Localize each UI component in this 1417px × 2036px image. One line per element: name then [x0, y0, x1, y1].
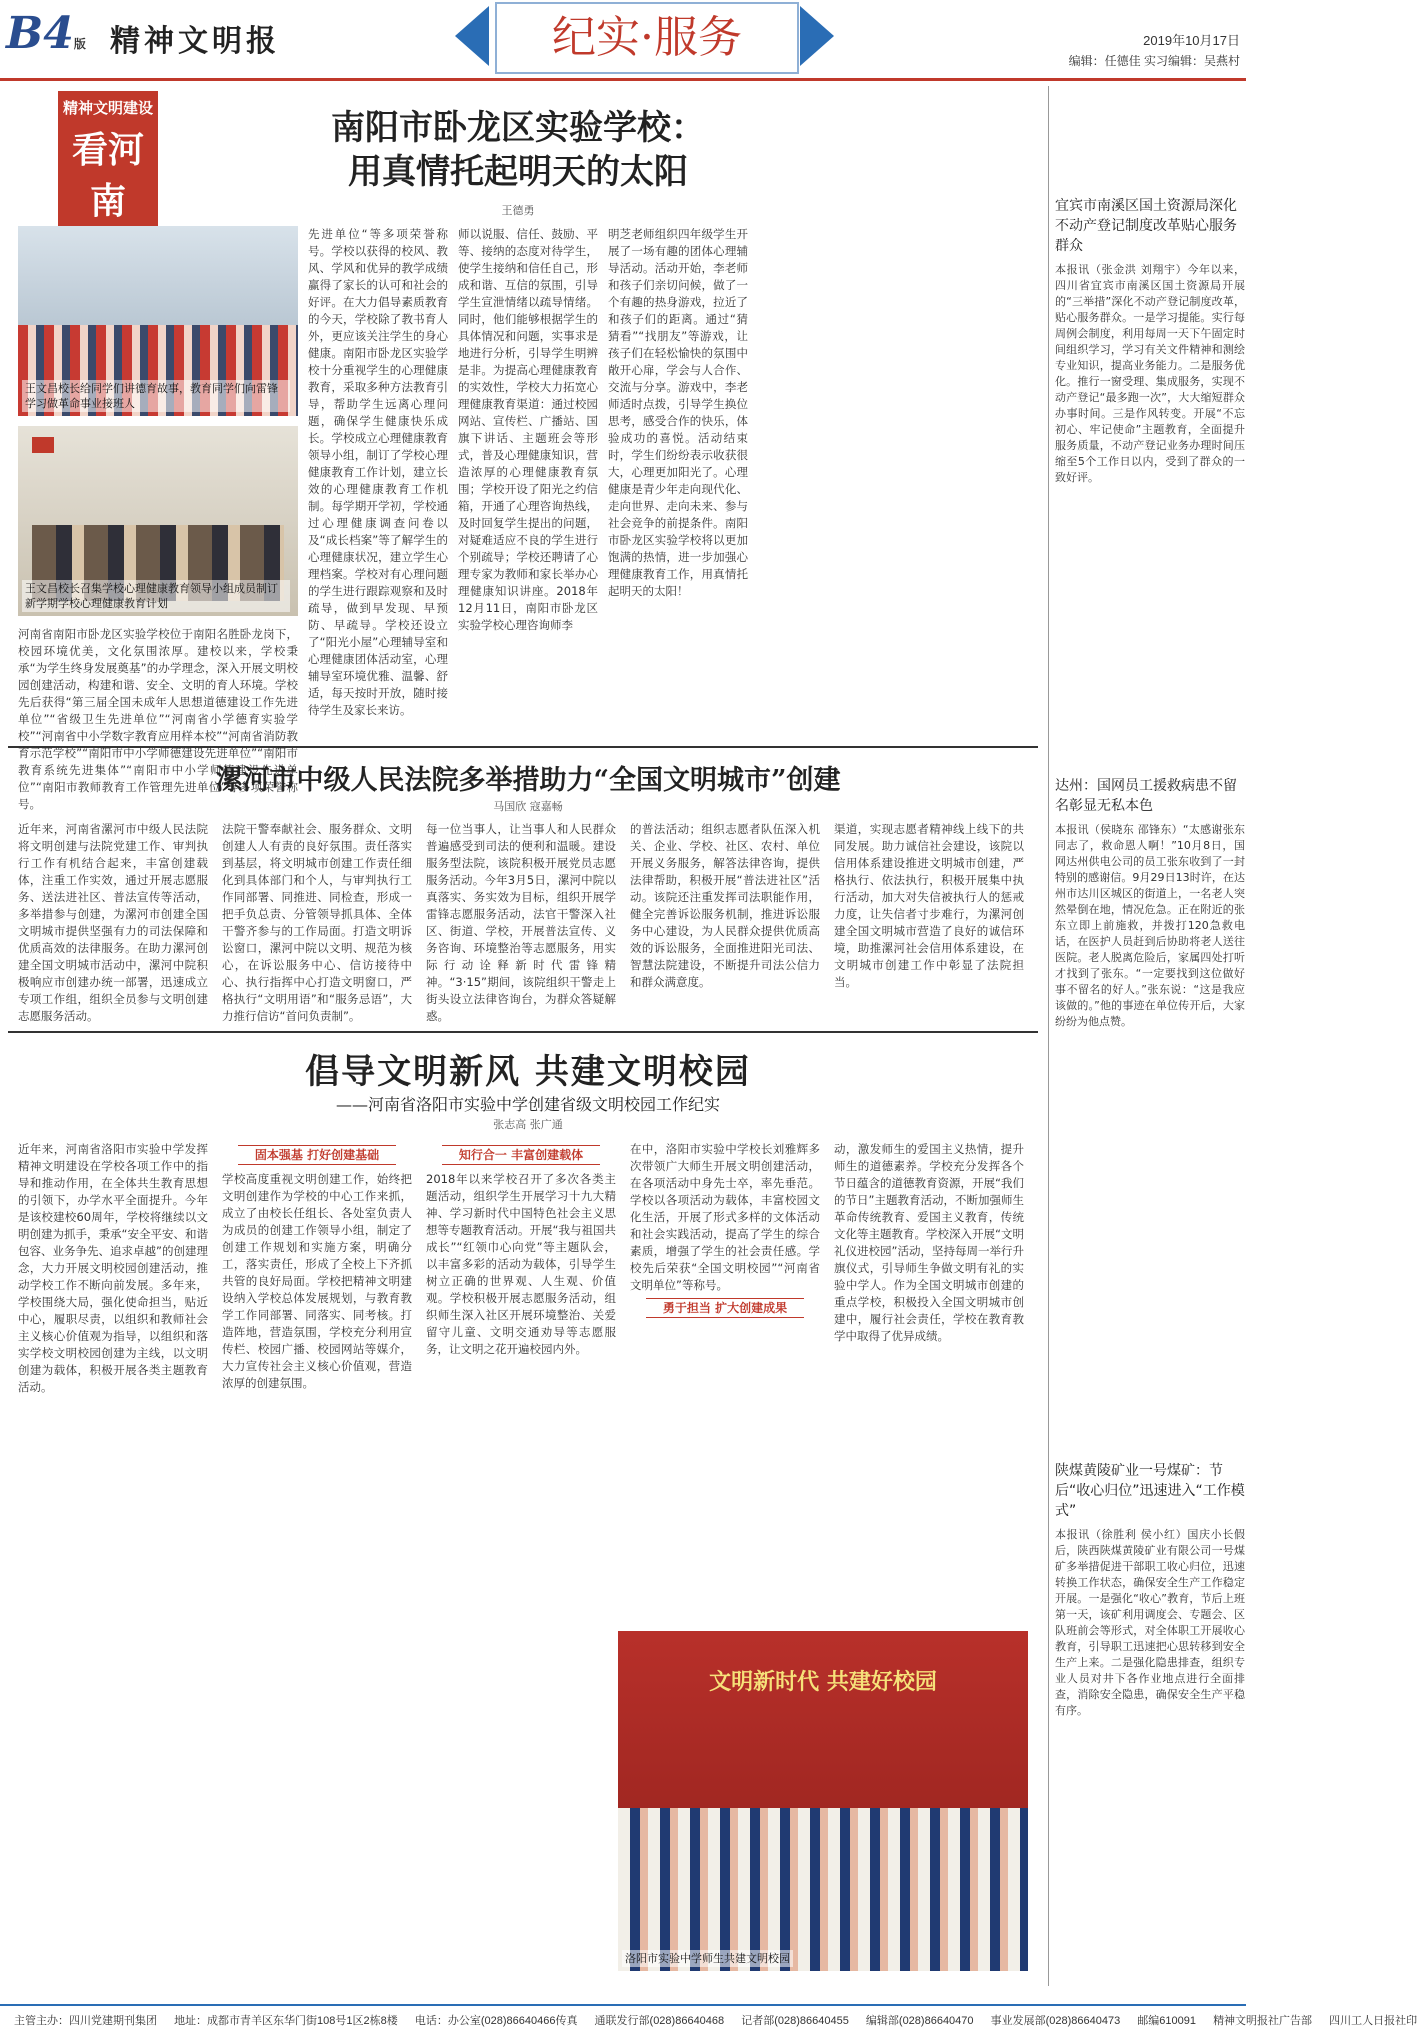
flag-icon — [32, 437, 54, 453]
article3-col4-wrap — [630, 1141, 820, 1621]
right-article3 — [1049, 1461, 1245, 1957]
right-article1-title: 宜宾市南溪区国土资源局深化不动产登记制度改革贴心服务群众 — [1055, 198, 1237, 254]
article1-photo2 — [18, 426, 298, 616]
badge-line2: 看河南 — [71, 129, 144, 222]
right-article2-title: 达州：国网员工援救病患不留名彰显无私本色 — [1055, 778, 1237, 814]
right-column — [1048, 86, 1245, 1986]
right-article1-body: 本报讯（张金洪 刘翔宇）今年以来，四川省宜宾市南溪区国土资源局开展的“三举措”深化不动产登记制度改革，贴心服务群众。一是学习提能。实行每周例会制度，利用每周一天下午固定时间组织学习，学习有关文件精神和测绘专业知识，提高业务能力。二是服务优化。推行一窗受理、集成服务，实现不动产登记“最多跑一次”，大大缩短群众办事时间。三是作风转变。开展“不忘初心、牢记使命”主题教育，全面提升服务质量，不动产登记业务办理时间压缩至5个工作日以内，受到了群众的一致好评。 — [1055, 263, 1245, 484]
article1-photo2-caption: 王文昌校长召集学校心理健康教育领导小组成员制订新学期学校心理健康教育计划 — [22, 580, 290, 612]
article3-col3-wrap — [426, 1141, 616, 1981]
article1-photo1 — [18, 226, 298, 416]
footer-phone-office: 电话：办公室(028)86640466传真 — [414, 2015, 578, 2027]
right-article1 — [1049, 196, 1245, 782]
editors-line: 编辑：任德佳 实习编辑：吴燕村 — [1068, 54, 1240, 68]
article2-col3: 每一位当事人，让当事人和人民群众普遍感受到司法的便利和温暖。建设服务型法院，该院积极开展党员志愿服务活动。今年3月5日，漯河中院以真落实、务实效为目标，组织开展学雷锋志愿服务活动，法官干警深入社区、街道、学校，开展普法宣传、义务咨询、环境整治等志愿服务，用实际行动诠释新时代雷锋精神。“3·15”期间，该院组织干警走上街头设立法律咨询台，为群众答疑解惑。 — [426, 822, 616, 1023]
footer-reporters: 记者部(028)86640455 — [741, 2015, 849, 2027]
article1-col4: 明芝老师组织四年级学生开展了一场有趣的团体心理辅导活动。活动开始，李老师和孩子们亲切问候，做了一个有趣的热身游戏，拉近了和孩子们的距离。通过“猜猜看”“找朋友”等游戏，让孩子们在轻松愉快的氛围中敞开心扉，学会与人合作、交流与分享。游戏中，李老师适时点拨，引导学生换位思考，感受合作的快乐，体验成功的喜悦。活动结束时，学生们纷纷表示收获很大，心理更加阳光了。心理健康是青少年走向现代化、走向世界、走向未来、参与社会竞争的前提条件。南阳市卧龙区实验学校将以更加饱满的热情，进一步加强心理健康教育工作，用真情托起明天的太阳！ — [608, 227, 748, 598]
badge-line1: 精神文明建设 — [62, 99, 153, 117]
article3-title: 倡导文明新风 共建文明校园 — [305, 1052, 751, 1092]
footer-sponsor: 主管主办：四川党建期刊集团 — [14, 2015, 157, 2027]
right-article3-title: 陕煤黄陵矿业一号煤矿：节后“收心归位”迅速进入“工作模式” — [1055, 1463, 1245, 1519]
article3-photo-banner: 文明新时代 共建好校园 — [709, 1669, 937, 1695]
article2-col5: 渠道，实现志愿者精神线上线下的共同发展。助力诚信社会建设，该院以信用体系建设推进文明城市创建，严格执行、依法执行，积极开展集中执行活动，加大对失信被执行人的惩戒力度，让失信者寸步难行，为漯河创建全国文明城市营造了良好的诚信环境，助推漯河社会信用体系建设，在文明城市创建工作中彰显了法院担当。 — [834, 822, 1024, 989]
article2-col1: 近年来，河南省漯河市中级人民法院将文明创建与法院党建工作、审判执行工作有机结合起来，丰富创建载体，注重工作实效，通过开展志愿服务、送法进社区、普法宣传等活动，多举措参与创建，为漯河市创建全国文明城市提供坚强有力的司法保障和优质高效的法律服务。在助力漯河创建全国文明城市活动中，漯河中院积极响应市创建办统一部署，迅速成立专项工作组，组织全员参与文明创建志愿服务活动。 — [18, 822, 208, 1023]
article3-subhead2: 知行合一 丰富创建载体 — [442, 1145, 600, 1165]
left-arrow-icon — [455, 6, 489, 66]
right-article2 — [1049, 776, 1245, 1452]
article1-title-line1: 南阳市卧龙区实验学校： — [331, 108, 705, 148]
article2-author: 马国欣 寇嘉畅 — [493, 800, 563, 813]
footer-address: 地址：成都市青羊区东华门街108号1区2栋8楼 — [174, 2015, 398, 2027]
article3-subhead1: 固本强基 打好创建基础 — [238, 1145, 396, 1165]
article1-col3: 师以说服、信任、鼓励、平等、接纳的态度对待学生，使学生接纳和信任自己，形成和谐、互信的氛围，引导学生宣泄情绪以疏导情绪。同时，他们能够根据学生的具体情况和问题，实事求是地进行分析，引导学生明辨是非。为提高心理健康教育的实效性，学校大力拓宽心理健康教育渠道：通过校园网站、宣传栏、广播站、国旗下讲话、主题班会等形式，普及心理健康知识，营造浓厚的心理健康教育氛围；学校开设了阳光之约信箱，开通了心理咨询热线，及时回复学生提出的问题，对疑难适应不良的学生进行个别疏导；学校还聘请了心理专家为教师和家长举办心理健康知识讲座。2018年12月11日，南阳市卧龙区实验学校心理咨询师李 — [458, 227, 598, 632]
page-footer — [0, 2004, 1417, 2036]
article3-col2: 学校高度重视文明创建工作，始终把文明创建作为学校的中心工作来抓，成立了由校长任组长、各处室负责人为成员的创建工作领导小组，制定了创建工作规划和实施方案，明确分工，落实责任，形成了全校上下齐抓共管的良好局面。学校把精神文明建设纳入学校总体发展规划，与教育教学工作同部署、同落实、同考核。打造阵地，营造氛围，学校充分利用宣传栏、校园广播、校园网站等媒介，大力宣传社会主义核心价值观，营造浓厚的创建氛围。 — [222, 1172, 412, 1390]
article3-col5: 动，激发师生的爱国主义热情，提升师生的道德素养。学校充分发挥各个节日蕴含的道德教育资源，开展“我们的节日”主题教育活动，不断加强师生革命传统教育、爱国主义教育，传统文化等主题教育。学校深入开展“文明礼仪进校园”活动，坚持每周一举行升旗仪式，引导师生争做文明有礼的实验中学人。作为全国文明城市创建的重点学校，积极投入全国文明城市创建中，履行社会责任，学校在教育教学中取得了优异成绩。 — [834, 1142, 1024, 1343]
column-badge — [58, 91, 158, 241]
footer-license: 精神文明报社广告部 — [1213, 2015, 1313, 2027]
right-article3-body: 本报讯（徐胜利 侯小红）国庆小长假后，陕西陕煤黄陵矿业有限公司一号煤矿多举措促进干部职工收心归位，迅速转换工作状态，确保安全生产工作稳定开展。一是强化“收心”教育，节后上班第一天，该矿利用调度会、专题会、区队班前会等形式，对全体职工开展收心教育，引导职工迅速把心思转移到安全生产上来。二是强化隐患排查，组织专业人员对井下各作业地点进行全面排查，消除安全隐患，确保安全生产平稳有序。 — [1055, 1528, 1245, 1717]
article3-col1: 近年来，河南省洛阳市实验中学发挥精神文明建设在学校各项工作中的指导和推动作用，在全体共生教育思想的引领下，办学水平全面提升。今年是该校建校60周年，学校将继续以文明创建为抓手，秉承“安全平安、和谐包容、业务争先、追求卓越”的创建理念，大力开展文明校园创建活动，推动学校工作不断向前发展。多年来，学校围绕大局，强化使命担当，贴近中心，履职尽责，以组织和教师社会主义核心价值观为指导，以组织和落实学校文明校园创建为主线，以文明创建为载体，积极开展各类主题教育活动。 — [18, 1142, 208, 1394]
footer-printer: 四川工人日报社印 — [1329, 2015, 1417, 2027]
page-suffix: 版 — [73, 37, 86, 51]
divider-2 — [8, 1031, 1038, 1033]
right-arrow-icon — [800, 6, 834, 66]
page-code: B4版 — [6, 8, 86, 59]
footer-postcode: 邮编610091 — [1137, 2015, 1196, 2027]
article3-photo — [618, 1631, 1028, 1971]
article1-title-line2: 用真情托起明天的太阳 — [348, 152, 688, 192]
article3-subtitle: ——河南省洛阳市实验中学创建省级文明校园工作纪实 — [335, 1095, 720, 1114]
section-title: 纪实·服务 — [495, 2, 799, 74]
right-article2-body: 本报讯（侯晓东 邵锋东）“太感谢张东同志了，救命恩人啊！”10月8日，国网达州供电公司的员工张东收到了一封特别的感谢信。9月29日13时许，在达州市达川区城区的街道上，一名老人突然晕倒在地，情况危急。正在附近的张东立即上前施救，并拨打120急救电话，在医护人员赶到后协助将老人送往医院。老人脱离危险后，家属四处打听才找到了张东。“一定要找到这位做好事不留名的好人。”张东说：“这是我应该做的。”他的事迹在单位传开后，大家纷纷为他点赞。 — [1055, 823, 1245, 1028]
divider-1 — [8, 746, 1038, 748]
article3-author: 张志高 张广通 — [493, 1118, 563, 1131]
article3-col2-wrap — [222, 1141, 412, 1981]
article3-subhead3: 勇于担当 扩大创建成果 — [646, 1298, 804, 1318]
article1-col-left: 河南省南阳市卧龙区实验学校位于南阳名胜卧龙岗下，校园环境优美，文化氛围浓厚。建校以来，学校秉承“为学生终身发展奠基”的办学理念，深入开展文明校园创建活动，构建和谐、安全、文明的育人环境。学校先后获得“第三届全国未成年人思想道德建设工作先进单位”“省级卫生先进单位”“河南省小学德育实验学校”“河南省中小学数字教育应用样本校”“河南省消防教育示范学校”“南阳市中小学师德建设先进单位”“南阳市教育系统先进集体”“南阳市中小学师德建设先进单位”“南阳市教师教育工作管理先进单位”等多项荣誉称号。 — [18, 627, 298, 811]
paper-name: 精神文明报 — [110, 24, 280, 59]
footer-business: 事业发展部(028)86640473 — [990, 2015, 1121, 2027]
issue-date: 2019年10月17日 — [1143, 33, 1240, 48]
article3-col3: 2018年以来学校召开了多次各类主题活动，组织学生开展学习十九大精神、学习新时代中国特色社会主义思想等专题教育活动。开展“我与祖国共成长”“红领巾心向党”等主题队会，以丰富多彩的活动为载体，引导学生树立正确的世界观、人生观、价值观。学校积极开展志愿服务活动，组织师生深入社区开展环境整治、关爱留守儿童、文明交通劝导等志愿服务，让文明之花开遍校园内外。 — [426, 1172, 616, 1356]
article1-col2: 先进单位“等多项荣誉称号。学校以获得的校风、教风、学风和优异的教学成绩赢得了家长的认可和社会的好评。在大力倡导素质教育的今天，学校除了教书育人外，更应该关注学生的身心健康。南阳市卧龙区实验学校十分重视学生的心理健康教育，采取多种方法教育引导，帮助学生远离心理问题，确保学生健康快乐成长。学校成立心理健康教育领导小组，制订了学校心理健康教育工作计划，建立长效的心理健康教育工作机制。每学期开学初，学校通过心理健康调查问卷以及“成长档案”等了解学生的心理健康状况，建立学生心理档案。学校对有心理问题的学生进行跟踪观察和及时疏导，做到早发现、早预防、早疏导。学校还设立了“阳光小屋”心理辅导室和心理健康团体活动室，心理辅导室环境优雅、温馨、舒适，每天按时开放，随时接待学生及家长来访。 — [308, 227, 448, 717]
article3-col4: 在中，洛阳市实验中学校长刘雅辉多次带领广大师生开展文明创建活动，在各项活动中身先士卒，率先垂范。学校以各项活动为载体，丰富校园文化生活，开展了形式多样的文体活动和社会实践活动，提高了学生的综合素质，增强了学生的社会责任感。学校先后荣获“全国文明校园”“河南省文明单位”等称号。 — [630, 1142, 820, 1292]
page-header — [0, 0, 1246, 81]
article1-photo1-caption: 王文昌校长给同学们讲德育故事，教育同学们向雷锋学习做革命事业接班人 — [22, 380, 290, 412]
main-area — [8, 86, 1038, 1986]
article1-author: 王德勇 — [501, 204, 535, 217]
article2-col4: 的普法活动；组织志愿者队伍深入机关、企业、学校、社区、农村、单位开展义务服务，解答法律咨询，提供法律帮助，积极开展“普法进社区”活动。该院还注重发挥司法职能作用，健全完善诉讼服务机制，推进诉讼服务中心建设，为人民群众提供优质高效的诉讼服务，全面推进阳光司法、智慧法院建设，不断提升司法公信力和群众满意度。 — [630, 822, 820, 989]
article1-title — [258, 106, 778, 194]
article3-photo-caption: 洛阳市实验中学师生共建文明校园 — [622, 1950, 793, 1967]
footer-editorial: 编辑部(028)86640470 — [865, 2015, 974, 2027]
article2-title: 漯河市中级人民法院多举措助力“全国文明城市”创建 — [215, 765, 841, 796]
footer-subscribe: 通联发行部(028)86640468 — [594, 2015, 725, 2027]
article2-col2: 法院干警奉献社会、服务群众、文明创建人人有责的良好氛围。责任落实到基层，将文明城市创建工作责任细化到具体部门和个人，与审判执行工作同部署、同推进、同检查，形成一把手负总责、分管领导抓具体、全体干警齐参与的工作局面。打造文明诉讼窗口，漯河中院以文明、规范为核心，在诉讼服务中心、信访接待中心、执行指挥中心打造文明窗口，严格执行“文明用语”和“服务忌语”，大力推行信访“首问负责制”。 — [222, 822, 412, 1023]
